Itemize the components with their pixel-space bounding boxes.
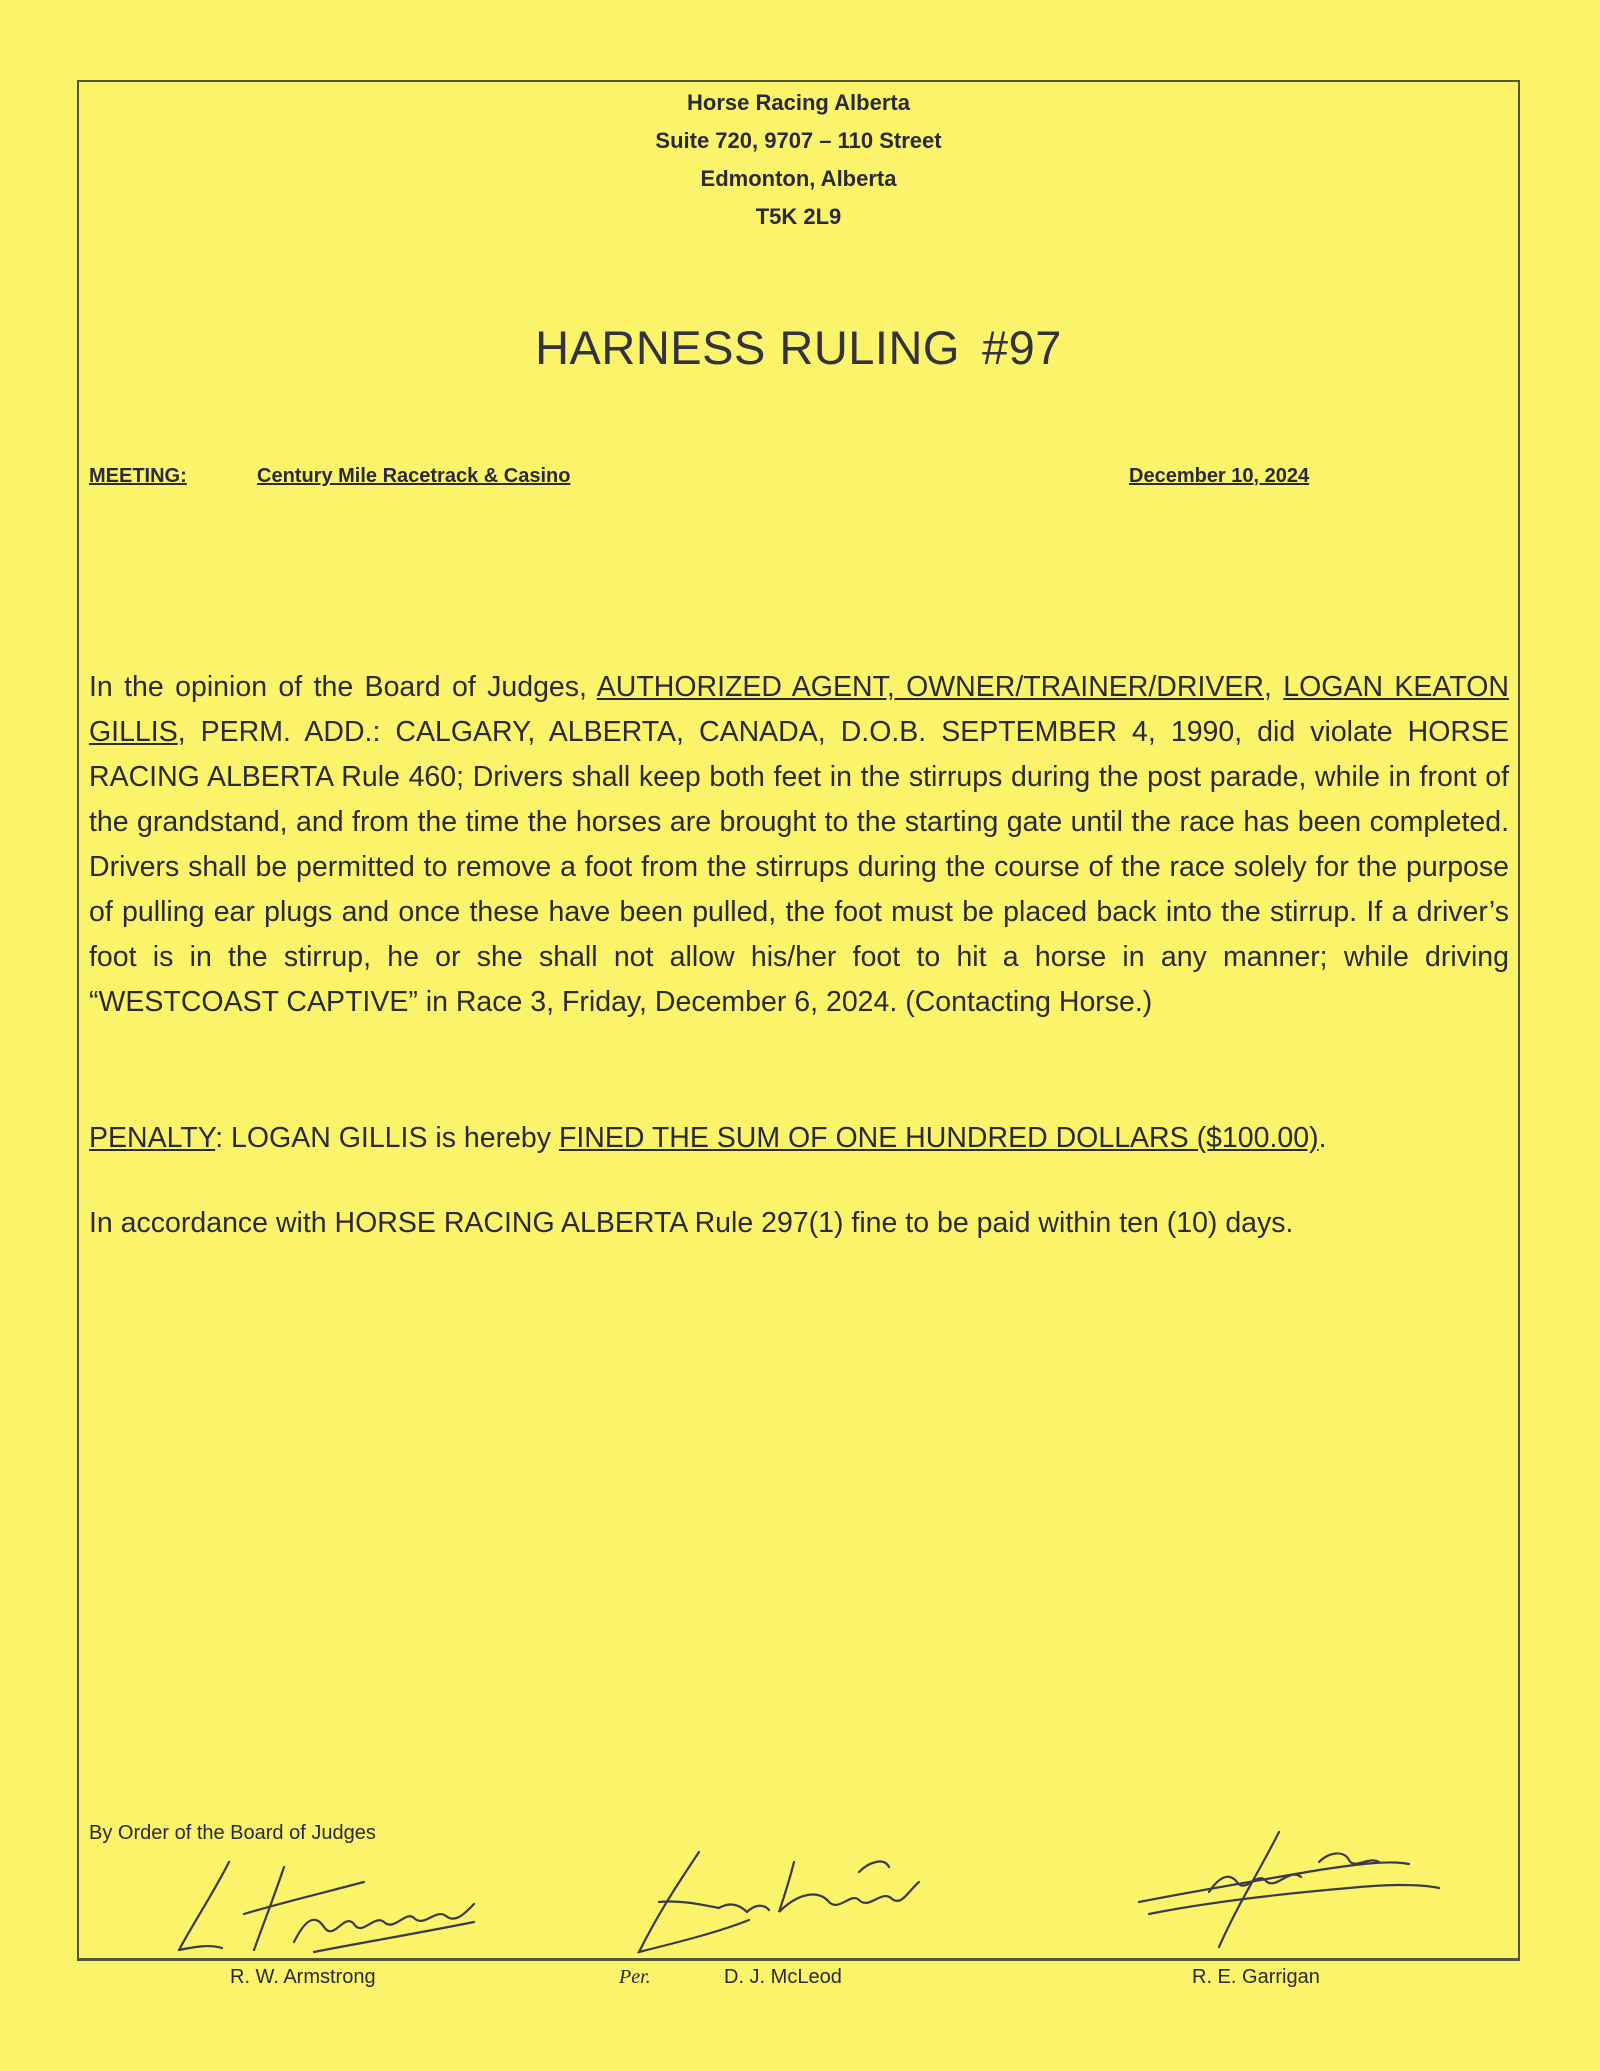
by-order-label: By Order of the Board of Judges	[89, 1822, 376, 1844]
address-line-1: Suite 720, 9707 – 110 Street	[655, 128, 942, 153]
ruling-number: #97	[981, 321, 1062, 374]
signature-garrigan	[1119, 1822, 1479, 1952]
signature-name-armstrong: R. W. Armstrong	[230, 1966, 376, 1988]
org-name: Horse Racing Alberta	[687, 90, 910, 115]
ruling-title: HARNESS RULING	[535, 321, 960, 374]
ruling-document-frame	[77, 80, 1520, 1988]
accordance-paragraph: In accordance with HORSE RACING ALBERTA Rule 297(1) fine to be paid within ten (10) days.	[89, 1207, 1294, 1239]
penalty-text: : LOGAN GILLIS is hereby	[215, 1122, 559, 1154]
ruling-intro: In the opinion of the Board of Judges,	[89, 671, 597, 703]
document-title	[79, 320, 1518, 375]
penalty-fine: FINED THE SUM OF ONE HUNDRED DOLLARS ($100.00)	[558, 1122, 1319, 1154]
meeting-date: December 10, 2024	[1129, 465, 1310, 487]
ruling-person: LOGAN KEATON GILLIS	[89, 671, 1509, 748]
signature-per-prefix: Per.	[619, 1966, 651, 1988]
ruling-separator: ,	[1263, 671, 1284, 703]
ruling-details: , PERM. ADD.: CALGARY, ALBERTA, CANADA, D.O.B. SEPTEMBER 4, 1990, did violate HORSE RACING ALBERTA Rule 460; Drivers shall keep both feet in the stirrups during the post parade, while in front of the grandstand, and from the time the horses are brought to the starting gate until the race has been completed. Drivers shall be permitted to remove a foot from the stirrups during the course of the race solely for the purpose of pulling ear plugs and once these have been pulled, the foot must be placed back into the stirrup. If a driver’s foot is in the stirrup, he or she shall not allow his/her foot to hit a horse in any manner; while driving “WESTCOAST CAPTIVE” in Race 3, Friday, December 6, 2024. (Contacting Horse.)	[89, 716, 1509, 1018]
signature-name-mcleod: D. J. McLeod	[724, 1966, 842, 1988]
signature-line	[79, 1958, 1518, 1960]
meeting-label: MEETING:	[89, 465, 187, 487]
penalty-end: .	[1318, 1122, 1327, 1154]
ruling-role: AUTHORIZED AGENT, OWNER/TRAINER/DRIVER	[596, 671, 1264, 703]
address-line-2: Edmonton, Alberta	[700, 166, 897, 191]
signature-name-garrigan: R. E. Garrigan	[1192, 1966, 1320, 1988]
ruling-paragraph	[89, 665, 1509, 1025]
postal-code: T5K 2L9	[755, 204, 842, 229]
letterhead	[79, 82, 1518, 236]
signature-armstrong	[174, 1852, 504, 1962]
penalty-label: PENALTY	[89, 1122, 216, 1154]
penalty-paragraph	[89, 1122, 1327, 1155]
signature-mcleod	[619, 1842, 949, 1972]
meeting-venue: Century Mile Racetrack & Casino	[257, 465, 571, 487]
